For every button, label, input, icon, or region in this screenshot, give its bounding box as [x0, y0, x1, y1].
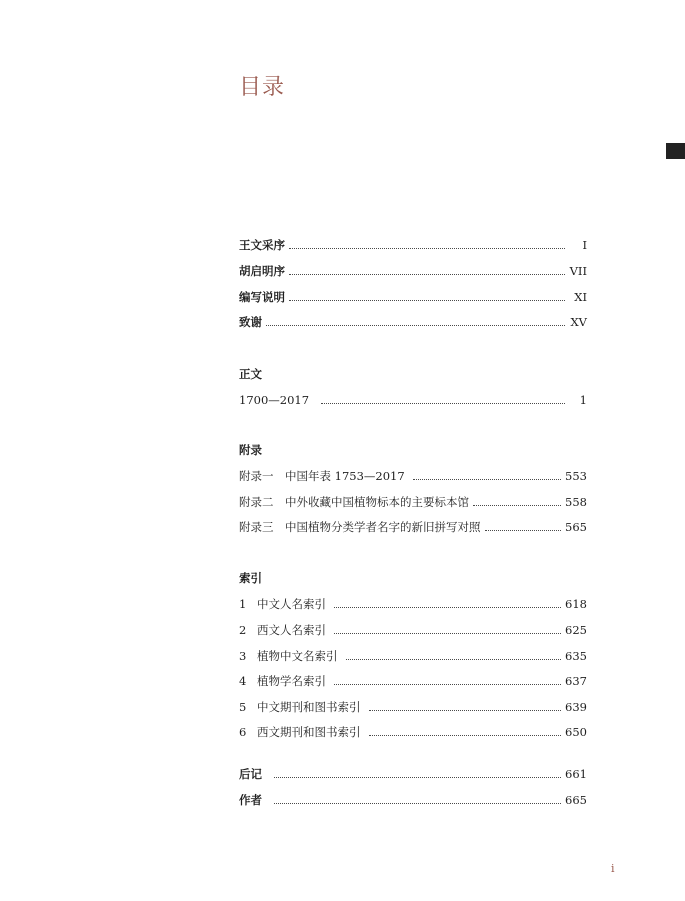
toc-entry-label: 致谢: [239, 315, 262, 329]
dot-leader: [369, 734, 562, 736]
toc-entry-appendix-1[interactable]: [239, 467, 587, 485]
toc-page-number: 650: [565, 725, 587, 739]
toc-page-number: I: [582, 238, 587, 252]
section-heading-main-text: 正文: [239, 367, 262, 381]
dot-leader: [289, 273, 565, 275]
toc-entry-label: 中文人名索引: [257, 597, 326, 611]
dot-leader: [334, 606, 561, 608]
page-title: 目录: [239, 75, 286, 100]
section-heading-appendix: 附录: [239, 443, 262, 457]
toc-entry-index-6[interactable]: [239, 723, 587, 741]
toc-page-number: 618: [565, 597, 587, 611]
section-heading-index: 索引: [239, 571, 262, 585]
toc-entry-afterword[interactable]: [239, 765, 587, 783]
toc-entry-label: 中文期刊和图书索引: [257, 700, 361, 714]
toc-page-number: XV: [570, 315, 587, 329]
index-number: 4: [239, 674, 247, 688]
toc-page-number: 625: [565, 623, 587, 637]
toc-entry-label: 后记: [239, 767, 262, 781]
toc-page-number: 553: [565, 469, 587, 483]
toc-entry-label: 胡启明序: [239, 264, 285, 278]
toc-entry-editorial-notes[interactable]: [239, 288, 587, 306]
dot-leader: [369, 709, 562, 711]
toc-entry-appendix-2[interactable]: [239, 493, 587, 511]
dot-leader: [473, 504, 561, 506]
toc-entry-index-1[interactable]: [239, 595, 587, 613]
toc-entry-label: 附录二 中外收藏中国植物标本的主要标本馆: [239, 495, 469, 509]
toc-entry-label: 编写说明: [239, 290, 285, 304]
toc-entry-label: 作者: [239, 793, 262, 807]
toc-page-number: 635: [565, 649, 587, 663]
index-number: 2: [239, 623, 247, 637]
dot-leader: [485, 529, 562, 531]
toc-page-number: 1: [579, 393, 587, 407]
dot-leader: [334, 632, 561, 634]
toc-entry-label: 植物学名索引: [257, 674, 326, 688]
dot-leader: [289, 247, 565, 249]
index-number: 1: [239, 597, 247, 611]
toc-entry-label: 附录三 中国植物分类学者名字的新旧拼写对照: [239, 520, 481, 534]
toc-page-number: 639: [565, 700, 587, 714]
toc-entry-label: 植物中文名索引: [257, 649, 338, 663]
index-number: 5: [239, 700, 247, 714]
dot-leader: [266, 324, 565, 326]
toc-entry-label: 王文采序: [239, 238, 285, 252]
toc-page-number: 558: [565, 495, 587, 509]
toc-page-number: 565: [565, 520, 587, 534]
toc-page-number: 637: [565, 674, 587, 688]
toc-page-number: 665: [565, 793, 587, 807]
toc-entry-index-5[interactable]: [239, 698, 587, 716]
toc-entry-index-4[interactable]: [239, 672, 587, 690]
toc-entry-acknowledgements[interactable]: [239, 313, 587, 331]
toc-entry-label: 西文期刊和图书索引: [257, 725, 361, 739]
dot-leader: [289, 299, 565, 301]
footer-page-number: i: [611, 862, 615, 875]
toc-entry-main-text[interactable]: [239, 391, 587, 409]
toc-entry-appendix-3[interactable]: [239, 518, 587, 536]
toc-entry-label: 1700—2017: [239, 393, 310, 407]
index-number: 6: [239, 725, 247, 739]
toc-entry-label: 附录一 中国年表 1753—2017: [239, 469, 405, 483]
edge-tab-marker: [666, 143, 685, 159]
dot-leader: [346, 658, 562, 660]
toc-entry-label: 西文人名索引: [257, 623, 326, 637]
toc-page-number: 661: [565, 767, 587, 781]
index-number: 3: [239, 649, 247, 663]
dot-leader: [413, 478, 561, 480]
toc-page-number: XI: [574, 290, 587, 304]
toc-entry-wang-preface[interactable]: [239, 236, 587, 254]
toc-page-number: VII: [569, 264, 587, 278]
dot-leader: [321, 402, 565, 404]
toc-entry-index-3[interactable]: [239, 647, 587, 665]
toc-entry-hu-preface[interactable]: [239, 262, 587, 280]
toc-entry-index-2[interactable]: [239, 621, 587, 639]
dot-leader: [334, 683, 561, 685]
toc-entry-authors[interactable]: [239, 791, 587, 809]
dot-leader: [274, 802, 561, 804]
dot-leader: [274, 776, 561, 778]
